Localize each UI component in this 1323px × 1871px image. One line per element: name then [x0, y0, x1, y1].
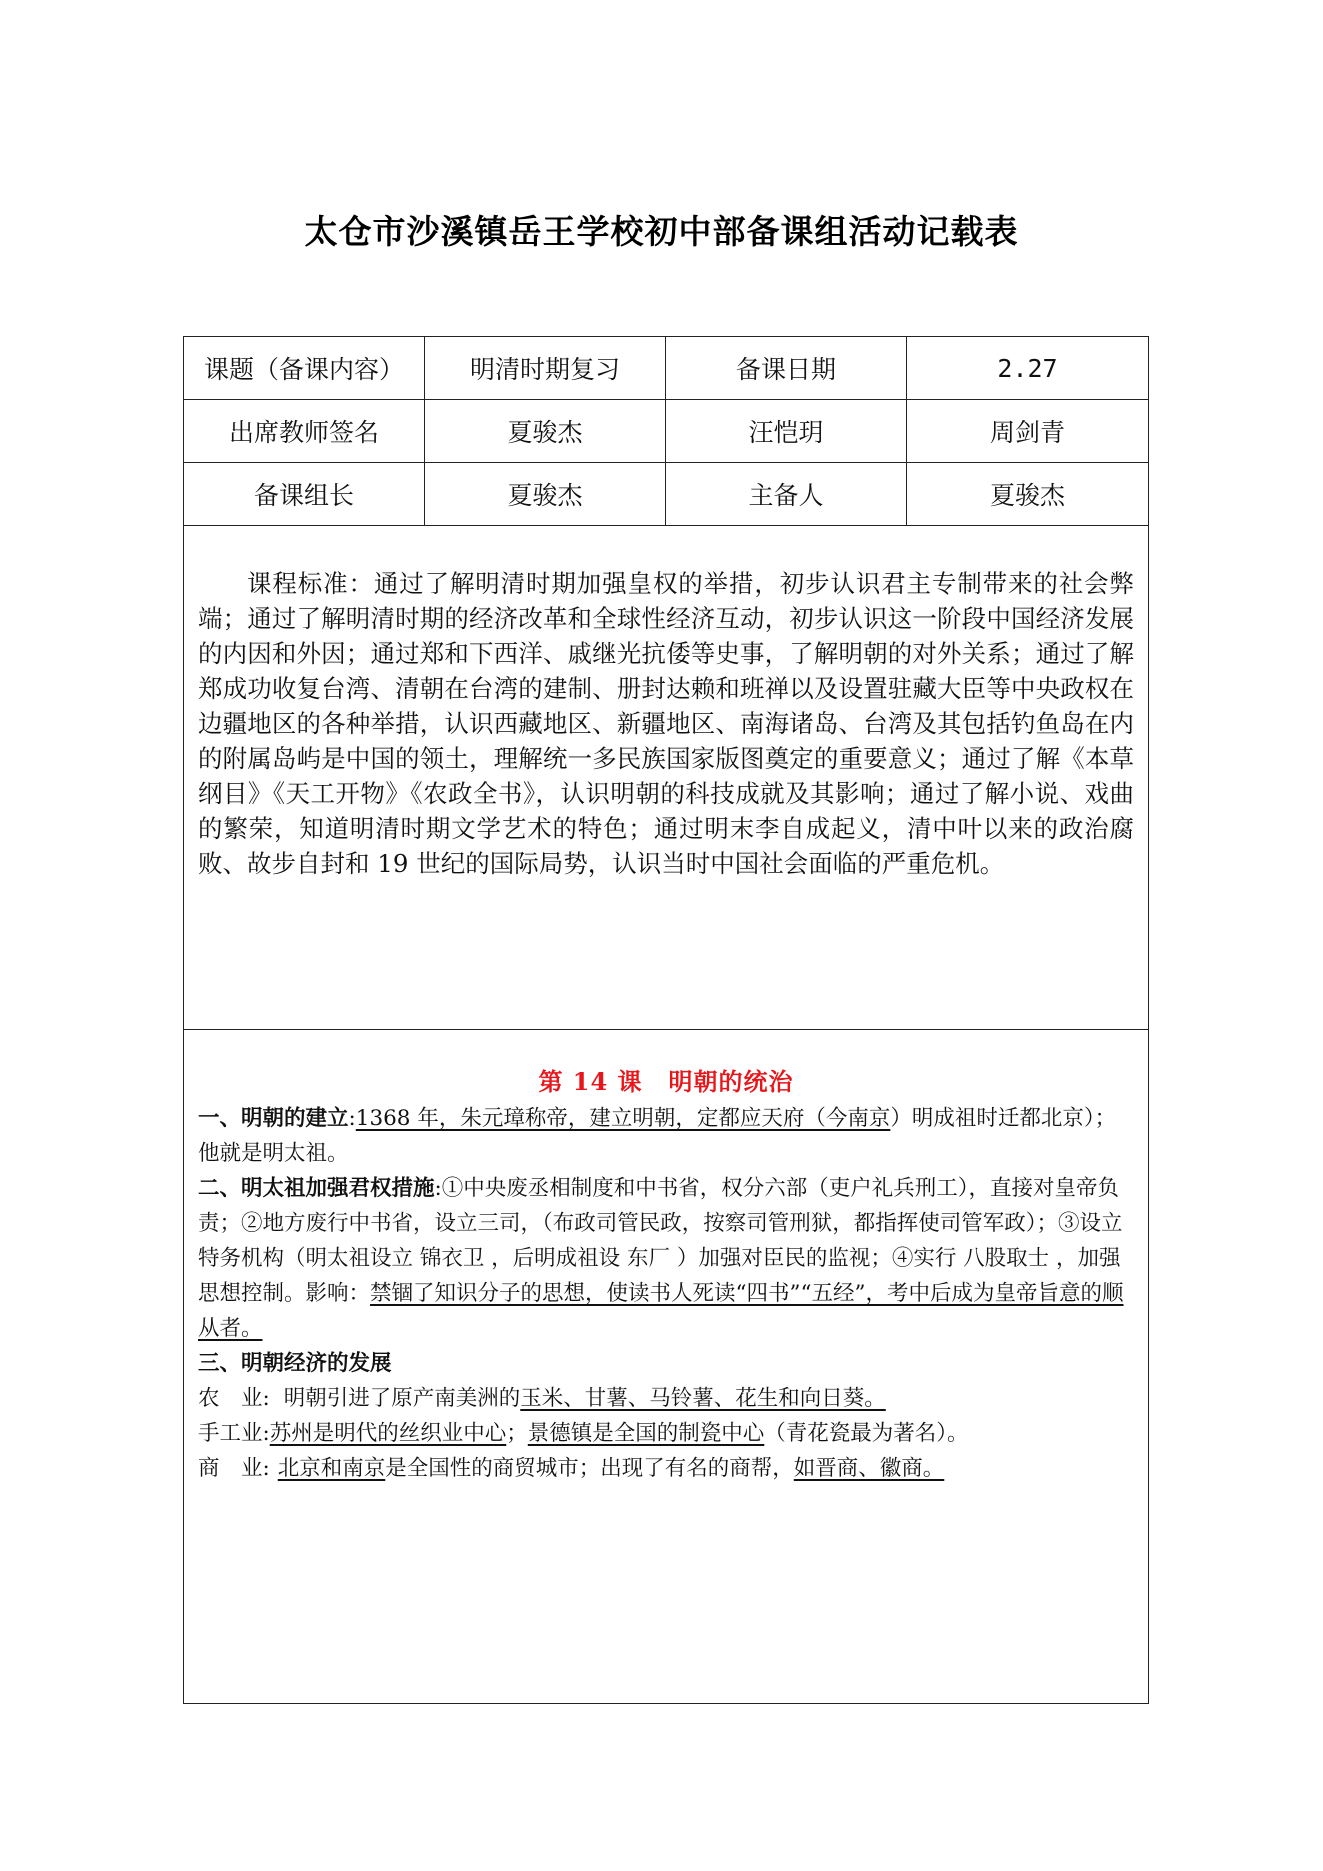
table-row — [184, 526, 1149, 1030]
lesson-title — [198, 1064, 1134, 1099]
date-value: 2.27 — [907, 337, 1149, 400]
table-row — [184, 1030, 1149, 1704]
teachers-label: 出席教师签名 — [184, 400, 425, 463]
lesson-number: 第 14 课 — [538, 1067, 643, 1096]
section-text: ）明成祖时迁都北京）；他就是明太祖。 — [198, 1106, 1117, 1166]
main-preparer-label: 主备人 — [666, 463, 907, 526]
trade-text: 是全国性的商贸城市；出现了有名的商帮， — [385, 1456, 794, 1481]
section-power-measures — [198, 1171, 1134, 1346]
section-heading: 三、明朝经济的发展 — [198, 1351, 392, 1376]
lesson-name: 明朝的统治 — [668, 1067, 794, 1096]
economy-handicraft — [198, 1416, 1134, 1451]
agri-text: 明朝引进了原产南美洲的 — [283, 1386, 521, 1411]
table-row — [184, 463, 1149, 526]
section-heading: 二、明太祖加强君权措施 — [198, 1176, 435, 1201]
date-label: 备课日期 — [666, 337, 907, 400]
section-heading: 一、明朝的建立 — [198, 1106, 349, 1131]
underlined-text: 禁锢了知识分子的思想，使读书人死读“四书”“五经”，考中后成为皇帝旨意的顺从者。 — [198, 1281, 1124, 1341]
agri-label: 农 业: — [198, 1386, 270, 1411]
teacher-signature: 周剑青 — [907, 400, 1149, 463]
craft-text: （青花瓷最为著名）。 — [764, 1421, 969, 1446]
teacher-signature: 夏骏杰 — [425, 400, 666, 463]
leader-value: 夏骏杰 — [425, 463, 666, 526]
craft-sep: ； — [506, 1421, 528, 1446]
craft-label: 手工业: — [198, 1421, 270, 1446]
economy-agriculture — [198, 1381, 1134, 1416]
colon: : — [348, 1106, 356, 1131]
curriculum-standard: 课程标准：通过了解明清时期加强皇权的举措，初步认识君主专制带来的社会弊端；通过了解明清时期的经济改革和全球性经济互动，初步认识这一阶段中国经济发展的内因和外因；通过郑和下西洋、戚继光抗倭等史事，了解明朝的对外关系；通过了解郑成功收复台湾、清朝在台湾的建制、册封达赖和班禅以及设置驻藏大臣等中央政权在边疆地区的各种举措，认识西藏地区、新疆地区、南海诸岛、台湾及其包括钓鱼岛在内的附属岛屿是中国的领土，理解统一多民族国家版图奠定的重要意义；通过了解《本草纲目》《天工开物》《农政全书》，认识明朝的科技成就及其影响；通过了解小说、戏曲的繁荣，知道明清时期文学艺术的特色；通过明末李自成起义，清中叶以来的政治腐败、故步自封和 19 世纪的国际局势，认识当时中国社会面临的严重危机。 — [198, 569, 1134, 878]
colon: : — [434, 1176, 442, 1201]
underlined-text: 景德镇是全国的制瓷中心 — [527, 1421, 765, 1446]
standard-cell — [184, 526, 1149, 1030]
underlined-text: 玉米、甘薯、马铃薯、花生和向日葵。 — [520, 1386, 886, 1411]
underlined-text: 北京和南京 — [277, 1456, 386, 1481]
underlined-text: 1368 年，朱元璋称帝，建立明朝，定都应天府（今南京 — [355, 1106, 891, 1131]
underlined-text: 苏州是明代的丝织业中心 — [269, 1421, 507, 1446]
leader-label: 备课组长 — [184, 463, 425, 526]
topic-value: 明清时期复习 — [425, 337, 666, 400]
trade-label: 商 业: — [198, 1456, 270, 1481]
lesson-notes — [184, 1030, 1148, 1703]
record-table — [183, 336, 1149, 1704]
section-text: ①中央废丞相制度和中书省，权分六部（吏户礼兵刑工），直接对皇帝负责；②地方废行中书省，设立三司，（布政司管民政，按察司管刑狱，都指挥使司管军政）；③设立特务机构（明太祖设立 锦衣卫 ，后明成祖设 东厂 ）加强对臣民的监视；④实行 八股取士 ，加强思想控制。影响： — [198, 1176, 1123, 1306]
underlined-text: 如晋商、徽商。 — [793, 1456, 945, 1481]
table-row — [184, 400, 1149, 463]
lesson-cell — [184, 1030, 1149, 1704]
section-founding — [198, 1101, 1134, 1171]
main-preparer-value: 夏骏杰 — [907, 463, 1149, 526]
topic-label: 课题（备课内容） — [184, 337, 425, 400]
table-row — [184, 337, 1149, 400]
teacher-signature: 汪恺玥 — [666, 400, 907, 463]
page-title: 太仓市沙溪镇岳王学校初中部备课组活动记载表 — [304, 212, 1019, 251]
economy-commerce — [198, 1451, 1134, 1486]
